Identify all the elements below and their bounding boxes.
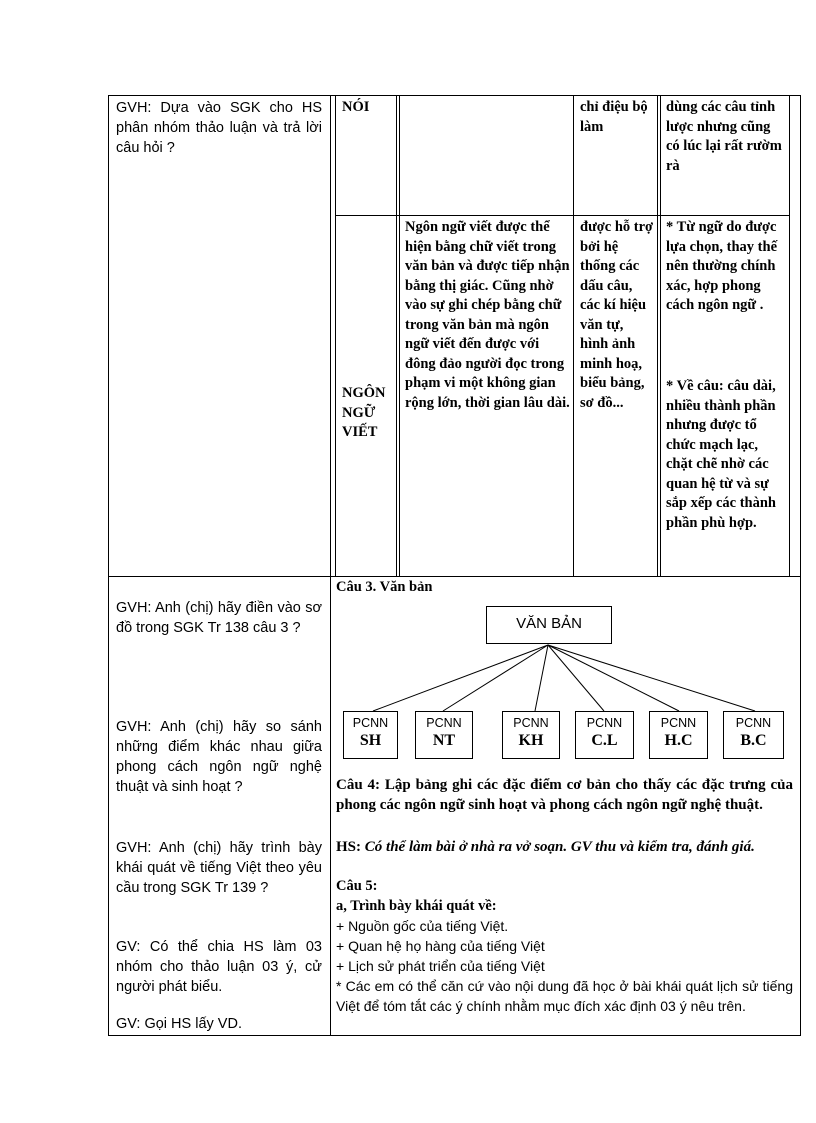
left-paragraph-6: GV: Gọi HS lấy VD. — [116, 1016, 242, 1032]
hs-label: HS: — [336, 839, 362, 855]
diagram-child-hc — [649, 711, 708, 759]
cau5-note: * Các em có thể căn cứ vào nội dung đã học ở bài khái quát lịch sử tiếng Việt để tóm tắt các ý chính nhằm mục đích xác định 03 ý nêu trên. — [336, 978, 793, 1014]
left-paragraph-1: GVH: Dựa vào SGK cho HS phân nhóm thảo luận và trả lời câu hỏi ? — [116, 100, 322, 156]
row1-col4: dùng các câu tỉnh lược nhưng cũng có lúc lại rất rườm rà — [666, 99, 782, 174]
cau5a-title: a, Trình bày khái quát về: — [336, 898, 497, 914]
row2-label: NGÔN NGỮ VIẾT — [342, 385, 386, 440]
row2-col2: Ngôn ngữ viết được thể hiện bằng chữ viết trong văn bản và được tiếp nhận bằng thị giác. Cũng nhờ vào sự ghi chép bằng chữ trong văn bản mà ngôn ngữ viết đến được với đông đảo người đọc trong phạm vi một không gian rộng lớn, thời gian lâu dài. — [405, 219, 570, 411]
child-top-label: PCNN — [352, 716, 389, 730]
hs-text: Có thể làm bài ở nhà ra vở soạn. GV thu và kiểm tra, đánh giá. — [361, 839, 755, 855]
bullet-1: + Nguồn gốc của tiếng Việt. — [336, 918, 509, 934]
cau5-title: Câu 5: — [336, 878, 378, 894]
child-bottom-label: KH — [518, 732, 544, 749]
diagram-root-box: VĂN BẢN — [486, 606, 612, 644]
child-top-label: PCNN — [586, 716, 623, 730]
diagram-child-nt — [415, 711, 473, 759]
left-paragraph-5: GV: Có thể chia HS làm 03 nhóm cho thảo luận 03 ý, cử người phát biểu. — [116, 939, 322, 995]
child-top-label: PCNN — [735, 716, 772, 730]
child-bottom-label: C.L — [591, 732, 618, 749]
row2-col4a: * Từ ngữ do được lựa chọn, thay thế nên thường chính xác, hợp phong cách ngôn ngữ . — [666, 219, 778, 313]
diagram-child-bc — [723, 711, 784, 759]
diagram-child-cl — [575, 711, 634, 759]
cau3-title: Câu 3. Văn bản — [336, 579, 433, 595]
diagram-child-kh — [502, 711, 560, 759]
left-paragraph-3: GVH: Anh (chị) hãy so sánh những điểm khác nhau giữa phong cách ngôn ngữ nghệ thuật và sinh hoạt ? — [116, 719, 322, 795]
child-bottom-label: SH — [359, 732, 382, 749]
bullet-3: + Lịch sử phát triển của tiếng Việt — [336, 958, 545, 974]
row1-label: NÓI — [342, 99, 370, 115]
left-paragraph-4: GVH: Anh (chị) hãy trình bày khái quát về tiếng Việt theo yêu cầu trong SGK Tr 139 ? — [116, 840, 322, 896]
row1-col3: chỉ điệu bộ làm — [580, 99, 648, 135]
cau4-text: Câu 4: Lập bảng ghi các đặc điểm cơ bản cho thấy các đặc trưng của phong các ngôn ngữ sinh hoạt và phong cách ngôn ngữ nghệ thuật. — [336, 777, 793, 813]
child-bottom-label: B.C — [740, 732, 767, 749]
child-bottom-label: NT — [432, 732, 456, 749]
child-bottom-label: H.C — [664, 732, 693, 749]
bullet-2: + Quan hệ họ hàng của tiếng Việt — [336, 938, 545, 954]
left-paragraph-2: GVH: Anh (chị) hãy điền vào sơ đồ trong SGK Tr 138 câu 3 ? — [116, 600, 322, 636]
row2-col3: được hỗ trợ bởi hệ thống các dấu câu, các kí hiệu văn tự, hình ảnh minh hoạ, biểu bảng, sơ đồ... — [580, 219, 654, 411]
row2-col4b: * Về câu: câu dài, nhiều thành phần nhưng được tổ chức mạch lạc, chặt chẽ nhờ các quan hệ từ và sự sắp xếp các thành phần phù hợp. — [666, 378, 776, 531]
child-top-label: PCNN — [513, 716, 549, 730]
child-top-label: PCNN — [426, 716, 462, 730]
hs-note — [336, 837, 793, 857]
child-top-label: PCNN — [660, 716, 697, 730]
diagram-child-sh — [343, 711, 398, 759]
